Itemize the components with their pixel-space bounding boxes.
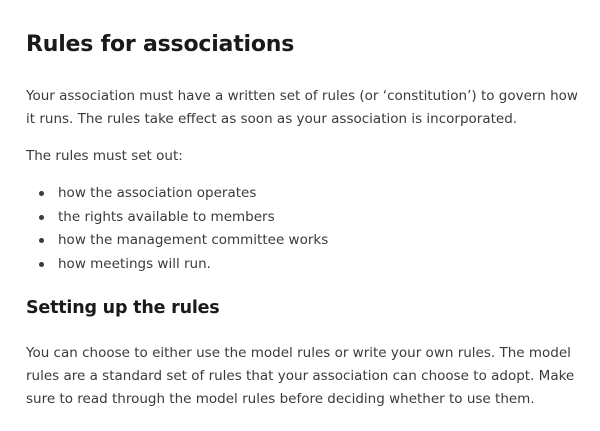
list-item: how meetings will run.	[26, 253, 580, 277]
rules-list	[26, 182, 580, 276]
section-heading: Setting up the rules	[26, 298, 220, 318]
intro-paragraph: Your association must have a written set of rules (or ‘constitution’) to govern how it runs. The rules take effect as soon as your association is incorporated.	[26, 88, 578, 127]
list-intro: The rules must set out:	[26, 148, 183, 164]
page-title: Rules for associations	[26, 32, 295, 57]
list-item: the rights available to members	[26, 206, 580, 230]
list-item: how the association operates	[26, 182, 580, 206]
section-paragraph: You can choose to either use the model rules or write your own rules. The model rules are a standard set of rules that your association can choose to adopt. Make sure to read through the model rules before deciding whether to use them.	[26, 345, 575, 407]
list-item: how the management committee works	[26, 229, 580, 253]
